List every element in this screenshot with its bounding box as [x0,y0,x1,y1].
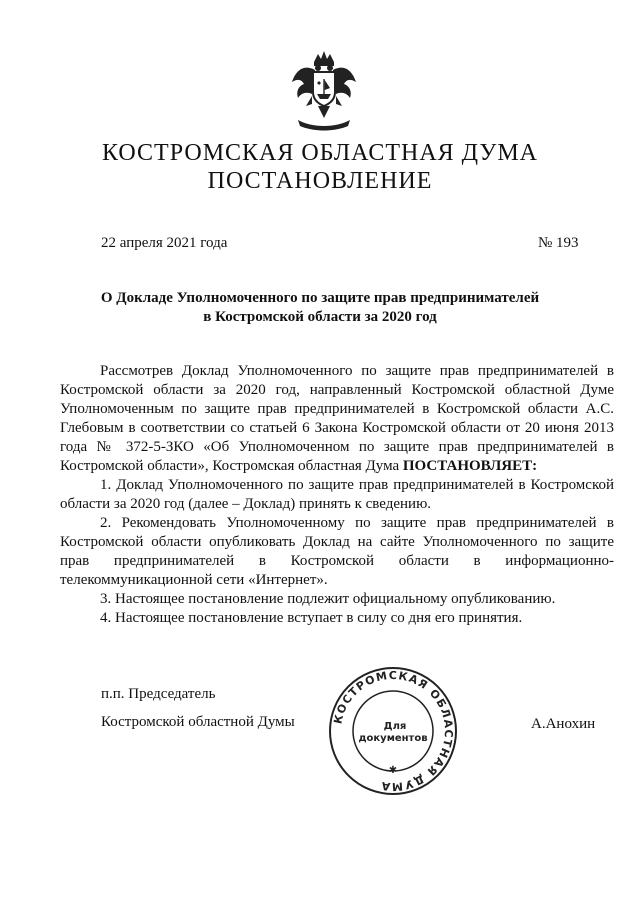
official-stamp [327,665,459,797]
document-date: 22 апреля 2021 года [101,235,228,251]
document-body [60,362,614,628]
item-4: 4. Настоящее постановление вступает в силу со дня его принятия. [100,610,523,626]
organization-title: КОСТРОМСКАЯ ОБЛАСТНАЯ ДУМА [102,140,538,166]
subject-line-1: О Докладе Уполномоченного по защите прав предпринимателей [100,290,540,306]
signatory-position-line-1: п.п. Председатель [101,686,216,702]
stamp-ring-text: КОСТРОМСКАЯ ОБЛАСТНАЯ ДУМА [331,668,456,794]
preamble-text: Рассмотрев Доклад Уполномоченного по защите прав предпринимателей в Костромской области за 2020 год, направленный Костромской областной Думе Уполномоченным по защите прав предпринимателей в Костромской области А.С. Глебовым в соответствии со статьей 6 Закона Костромской области от 20 июня 2013 года № 372-5-ЗКО «Об Уполномоченном по защите прав предпринимателей в Костромской области», Костромская областная Дума [60,363,614,474]
stamp-center-line-2: документов [358,733,428,744]
signatory-name: А.Анохин [531,716,596,732]
subject-line-2: в Костромской области за 2020 год [203,309,437,325]
document-type: ПОСТАНОВЛЕНИЕ [207,168,433,194]
signatory-position-line-2: Костромской областной Думы [101,714,295,730]
stamp-center-line-1: Для [383,721,407,732]
document-number: № 193 [538,235,579,251]
decree-word: ПОСТАНОВЛЯЕТ: [402,458,538,474]
item-1: 1. Доклад Уполномоченного по защите прав предпринимателей в Костромской области за 2020 год (далее – Доклад) принять к сведению. [60,477,614,512]
item-2: 2. Рекомендовать Уполномоченному по защите прав предпринимателей в Костромской области опубликовать Доклад на сайте Уполномоченного по защите прав предпринимателей в Костромской области в информационно-телекоммуникационной сети «Интернет». [60,515,614,588]
document-subject [60,289,580,327]
stamp-star-icon: ✱ [388,765,398,776]
coat-of-arms-emblem [288,48,360,132]
item-3: 3. Настоящее постановление подлежит официальному опубликованию. [100,591,556,607]
preamble-paragraph [60,362,614,476]
